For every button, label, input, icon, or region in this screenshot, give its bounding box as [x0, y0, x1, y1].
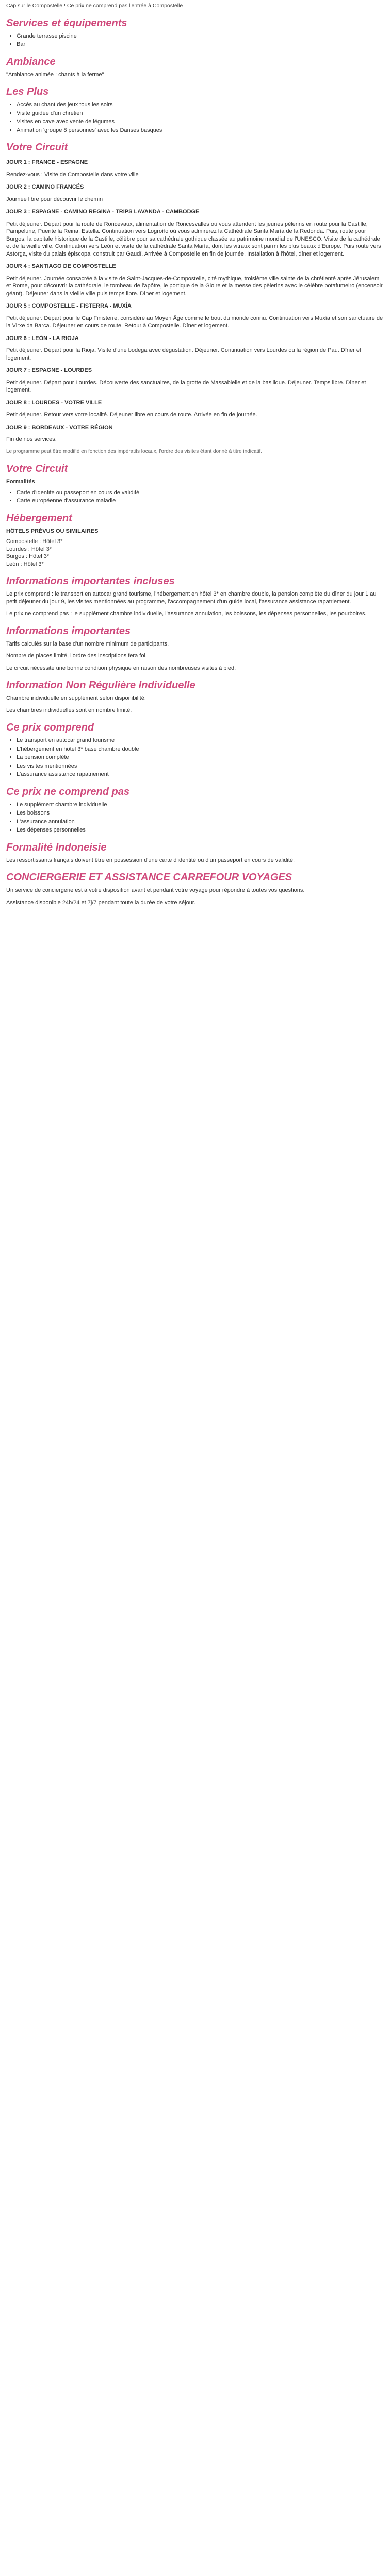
- hotel-line: Burgos : Hôtel 3*: [6, 553, 50, 560]
- list-item: • Le supplément chambre individuelle: [17, 801, 385, 809]
- plus-list: [6, 101, 385, 134]
- intro-text: Cap sur le Compostelle ! Ce prix ne comprend pas l'entrée à Compostelle: [6, 3, 183, 9]
- prix-comprend-list: [6, 737, 385, 778]
- informations-title: Informations importantes incluses: [6, 575, 175, 587]
- list-item: • Grande terrasse piscine: [17, 32, 385, 40]
- list-item: • Le transport en autocar grand tourisme: [17, 737, 385, 744]
- prix-ne-comprend-list: [6, 801, 385, 834]
- day-heading: JOUR 5 : COMPOSTELLE - FISTERRA - MUXÍA: [6, 303, 132, 309]
- ambiance-text: "Ambiance animée : chants à la ferme": [6, 71, 104, 78]
- list-item: • Bar: [17, 41, 385, 48]
- conciergerie-title: CONCIERGERIE ET ASSISTANCE CARREFOUR VOYAGES: [6, 872, 292, 883]
- hebergement-title: Hébergement: [6, 512, 72, 524]
- formalites-heading: Formalités: [6, 479, 35, 485]
- prix-ne-comprend-title: Ce prix ne comprend pas: [6, 786, 129, 798]
- services-list: [6, 32, 385, 48]
- hotel-line: Lourdes : Hôtel 3*: [6, 546, 52, 552]
- list-item: • Les dépenses personnelles: [17, 826, 385, 834]
- hotel-line: León : Hôtel 3*: [6, 561, 44, 567]
- list-item: • Les boissons: [17, 809, 385, 817]
- formalites-list: [6, 489, 385, 505]
- list-item: • L'assurance assistance rapatriement: [17, 771, 385, 778]
- list-item: • Les visites mentionnées: [17, 762, 385, 770]
- day-heading: JOUR 3 : ESPAGNE - CAMINO REGINA - TRIPS LAVANDA - CAMBODGE: [6, 209, 200, 215]
- day-heading: JOUR 6 : LEÓN - LA RIOJA: [6, 335, 79, 342]
- day-heading: JOUR 7 : ESPAGNE - LOURDES: [6, 367, 92, 374]
- informations2-title: Informations importantes: [6, 625, 131, 637]
- day-text: Journée libre pour découvrir le chemin: [6, 196, 103, 202]
- days-block: [6, 159, 385, 455]
- plus-title: Les Plus: [6, 86, 49, 97]
- day-text: Petit déjeuner. Départ pour la route de Roncevaux, alimentation de Roncesvalles où vous attendent les jeunes pèlerins en route pour la Castille, Pampelune, Puente la Reina, Estella. Continuation vers Logroño où vous admirerez la Cathédrale Santa María de la Redonda. Puis, route pour Burgos, la capitale historique de la Castille, célèbre pour sa cathédrale gothique classée au patrimoine mondial de l'UNESCO. Visite de la cathédrale et de la vieille ville. Continuation vers León et visite de la cathédrale Santa María, dont les vitraux sont parmi les plus beaux d'Europe. Puis route vers Astorga, visite du palais épiscopal construit par Gaudí. Arrivée à Compostelle en fin de journée. Installation à l'hôtel, dîner et logement.: [6, 221, 381, 257]
- conc-paragraph: Un service de conciergerie est à votre disposition avant et pendant votre voyage pour répondre à toutes vos questions.: [6, 887, 305, 893]
- info-paragraph: Chambre individuelle en supplément selon disponibilité.: [6, 695, 146, 701]
- info-paragraph: Le prix ne comprend pas : le supplément chambre individuelle, l'assurance annulation, les boissons, les dépenses personnelles, les pourboires.: [6, 611, 367, 617]
- day-heading: JOUR 9 : BORDEAUX - VOTRE RÉGION: [6, 424, 113, 431]
- day-text: Petit déjeuner. Départ pour le Cap Finisterre, considéré au Moyen Âge comme le bout du monde connu. Continuation vers Muxía et son sanctuaire de la Virxe da Barca. Déjeuner en cours de route. Retour à Compostelle. Dîner et logement.: [6, 315, 383, 329]
- day-text: Petit déjeuner. Retour vers votre localité. Déjeuner libre en cours de route. Arrivée en fin de journée.: [6, 412, 257, 418]
- list-item: • Visites en cave avec vente de légumes: [17, 118, 385, 126]
- info-paragraph: Le circuit nécessite une bonne condition physique en raison des nombreuses visites à pied.: [6, 665, 236, 671]
- day-text: Petit déjeuner. Journée consacrée à la visite de Saint-Jacques-de-Compostelle, cité mythique, troisième ville sainte de la chrétienté après Jérusalem et Rome, pour découvrir la cathédrale, le tombeau de l'apôtre, le portique de la Gloire et la messe des pèlerins avec le célèbre botafumeiro (encensoir géant). Déjeuner dans la vieille ville puis temps libre. Dîner et logement.: [6, 275, 383, 297]
- formalites-title: Votre Circuit: [6, 463, 68, 474]
- day-text: Petit déjeuner. Départ pour Lourdes. Découverte des sanctuaires, de la grotte de Massabielle et de la basilique. Déjeuner. Temps libre. Dîner et logement.: [6, 379, 366, 393]
- list-item: • Accès au chant des jeux tous les soirs: [17, 101, 385, 109]
- informations3-title: Information Non Régulière Individuelle: [6, 680, 196, 691]
- info-paragraph: Tarifs calculés sur la base d'un nombre minimum de participants.: [6, 640, 169, 647]
- day-text: Rendez-vous : Visite de Compostelle dans votre ville: [6, 171, 139, 178]
- conc-paragraph: Assistance disponible 24h/24 et 7j/7 pendant toute la durée de votre séjour.: [6, 899, 196, 906]
- day-heading: JOUR 8 : LOURDES - VOTRE VILLE: [6, 399, 102, 406]
- list-item: • Visite guidée d'un chrétien: [17, 110, 385, 117]
- day-heading: JOUR 1 : FRANCE - ESPAGNE: [6, 159, 88, 165]
- program-mention: Le programme peut être modifié en fonction des impératifs locaux, l'ordre des visites étant donné à titre indicatif.: [6, 448, 263, 454]
- info-paragraph: Le prix comprend : le transport en autocar grand tourisme, l'hébergement en hôtel 3* en chambre double, la pension complète du dîner du jour 1 au petit déjeuner du jour 9, les visites mentionnées au programme, l'accompagnement d'un guide local, l'assurance assistance rapatriement.: [6, 591, 377, 605]
- page: [0, 0, 391, 921]
- list-item: • La pension complète: [17, 754, 385, 761]
- ambiance-title: Ambiance: [6, 56, 56, 67]
- hotel-list: [6, 538, 385, 568]
- hebergement-heading: HÔTELS PRÉVUS OU SIMILAIRES: [6, 528, 99, 534]
- list-item: • L'assurance annulation: [17, 818, 385, 826]
- prix-comprend-title: Ce prix comprend: [6, 722, 94, 733]
- info-paragraph: Les chambres individuelles sont en nombre limité.: [6, 707, 132, 714]
- services-title: Services et équipements: [6, 17, 127, 29]
- list-item: • Animation 'groupe 8 personnes' avec les Danses basques: [17, 127, 385, 134]
- day-text: Petit déjeuner. Départ pour la Rioja. Visite d'une bodega avec dégustation. Déjeuner. Continuation vers Lourdes ou la région de Pau. Dîner et logement.: [6, 347, 362, 361]
- day-heading: JOUR 2 : CAMINO FRANCÉS: [6, 184, 84, 190]
- list-item: • L'hébergement en hôtel 3* base chambre double: [17, 745, 385, 753]
- day-heading: JOUR 4 : SANTIAGO DE COMPOSTELLE: [6, 263, 116, 269]
- formalite-title: Formalité Indoneisie: [6, 841, 107, 853]
- circuit-title: Votre Circuit: [6, 142, 68, 153]
- hotel-line: Compostelle : Hôtel 3*: [6, 538, 63, 545]
- day-text: Fin de nos services.: [6, 436, 57, 443]
- list-item: • Carte d'identité ou passeport en cours de validité: [17, 489, 385, 497]
- list-item: • Carte européenne d'assurance maladie: [17, 497, 385, 505]
- info-paragraph: Nombre de places limité, l'ordre des inscriptions fera foi.: [6, 653, 147, 659]
- formalite-text: Les ressortissants français doivent être en possession d'une carte d'identité ou d'un passeport en cours de validité.: [6, 857, 295, 863]
